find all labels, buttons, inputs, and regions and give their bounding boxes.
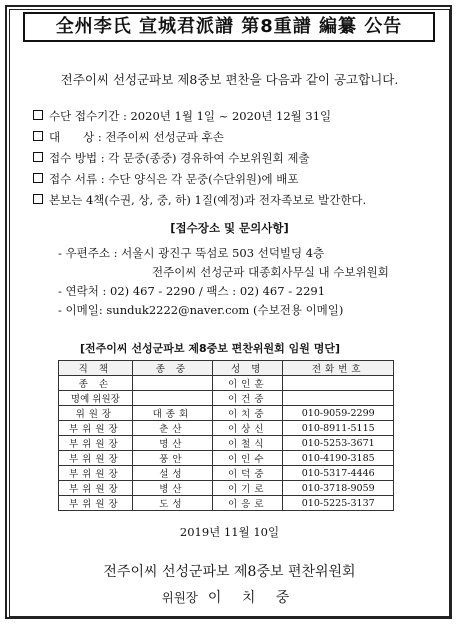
contact-info <box>58 244 389 320</box>
committee-table <box>58 360 394 511</box>
chair-role: 위원장 <box>161 590 198 605</box>
checkbox-icon <box>33 152 43 162</box>
checkbox-icon <box>33 173 43 183</box>
contact-heading: [접수장소 및 문의사항] <box>170 221 289 235</box>
notice-title: 全州李氏 宣城君派譜 第8重譜 編纂 公告 <box>23 12 435 42</box>
table-row: 부위원장 풍안 이인수 010-4190-3185 <box>59 451 394 466</box>
info-list <box>33 106 366 211</box>
checkbox-icon <box>33 194 43 204</box>
notice-date: 2019년 11월 10일 <box>179 525 280 539</box>
address-line-2: 전주이씨 선성군파 대종회사무실 내 수보위원회 <box>152 265 389 279</box>
chair-name: 이 치 중 <box>207 590 298 606</box>
list-item: 수단 접수기간 : 2020년 1월 1일 ~ 2020년 12월 31일 <box>33 106 366 127</box>
table-row: 부위원장 명산 이철식 010-5253-3671 <box>59 436 394 451</box>
table-row: 위원장 대종회 이치중 010-9059-2299 <box>59 406 394 421</box>
column-header: 성 명 <box>213 361 283 376</box>
table-row: 명예 위원장 이건중 <box>59 391 394 406</box>
table-header-row <box>59 361 394 376</box>
phone-line: - 연락처 : 02) 467 - 2290 / 팩스 : 02) 467 - 2291 <box>58 284 326 298</box>
table-row: 부위원장 도성 이응로 010-5225-3137 <box>59 496 394 511</box>
list-item: 접수 서류 : 수단 양식은 각 문중(수단위원)에 배포 <box>33 169 366 190</box>
table-row: 부위원장 설성 이덕중 010-5317-4446 <box>59 466 394 481</box>
list-item: 본보는 4책(수권, 상, 중, 하) 1질(예정)과 전자족보로 발간한다. <box>33 190 366 211</box>
table-row: 부위원장 병산 이기로 010-3718-9059 <box>59 481 394 496</box>
organization-name: 전주이씨 선성군파보 제8중보 편찬위원회 <box>103 564 356 580</box>
column-header: 직 책 <box>59 361 133 376</box>
email-line: - 이메일: sunduk2222@naver.com (수보전용 이메일) <box>58 303 344 317</box>
address-line: - 우편주소 : 서울시 광진구 뚝섬로 503 선덕빌딩 4층 <box>58 246 325 260</box>
checkbox-icon <box>33 110 43 120</box>
table-row: 부위원장 춘산 이상신 010-8911-5115 <box>59 421 394 436</box>
checkbox-icon <box>33 131 43 141</box>
committee-heading: [전주이씨 선성군파보 제8중보 편찬위원회 임원 명단] <box>80 342 341 355</box>
chair-signature <box>0 587 459 607</box>
column-header: 종 중 <box>132 361 212 376</box>
list-item: 대 상 : 전주이씨 선성군파 후손 <box>33 127 366 148</box>
column-header: 전화번호 <box>283 361 394 376</box>
table-row: 종 손 이인훈 <box>59 376 394 391</box>
intro-text: 전주이씨 선성군파보 제8중보 편찬을 다음과 같이 공고합니다. <box>60 72 399 87</box>
list-item: 접수 방법 : 각 문중(종중) 경유하여 수보위원회 제출 <box>33 148 366 169</box>
